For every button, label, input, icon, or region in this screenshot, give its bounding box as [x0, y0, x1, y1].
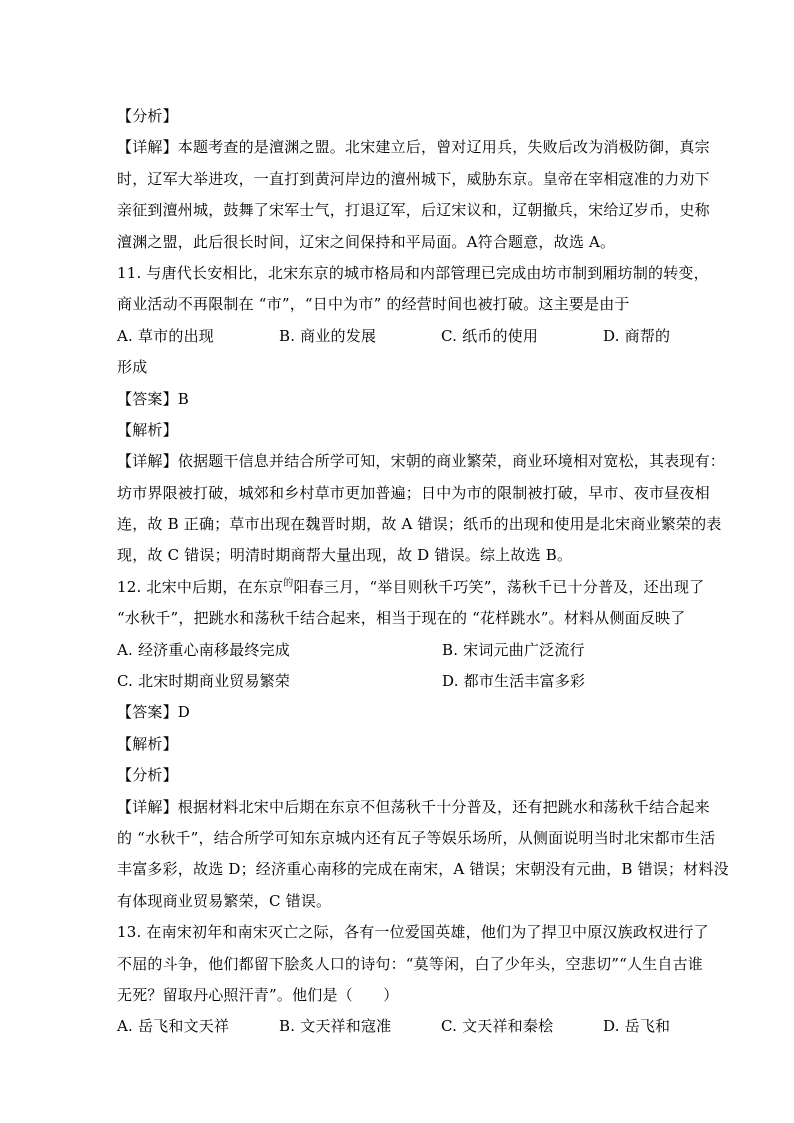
answer-label: 【答案】B: [117, 389, 190, 408]
question-12-stem-superscript: 的: [283, 577, 294, 589]
detail-line: 的 “水秋千”，结合所学可知东京城内还有瓦子等娱乐场所，从侧面说明当时北宋都市生活: [117, 828, 716, 847]
question-12-stem: “水秋千”，把跳水和荡秋千结合起来，相当于现在的 “花样跳水”。材料从侧面反映了: [117, 609, 686, 628]
detail-line: 连，故 B 正确；草市出现在魏晋时期，故 A 错误；纸币的出现和使用是北宋商业繁荣的表: [117, 515, 722, 534]
detail-line: 时，辽军大举进攻，一直打到黄河岸边的澶州城下，威胁东京。皇帝在宰相寇准的力劝下: [117, 169, 710, 188]
option-d-wrap: 形成: [117, 358, 148, 377]
option-b: B. 文天祥和寇准: [279, 1017, 392, 1036]
option-a: A. 草市的出现: [117, 326, 214, 345]
question-12-options-row1: [117, 635, 683, 666]
detail-line: 【详解】依据题干信息并结合所学可知，宋朝的商业繁荣，商业环境相对宽松，其表现有：: [117, 452, 726, 471]
question-12-options-row2: [117, 666, 683, 697]
question-13-stem: 无死？留取丹心照汗青”。他们是（ ）: [117, 985, 399, 1004]
answer-label: 【答案】D: [117, 703, 191, 722]
option-d: D. 岳飞和: [603, 1017, 671, 1036]
option-b: B. 宋词元曲广泛流行: [442, 640, 585, 659]
question-13-stem: 13. 在南宋初年和南宋灭亡之际，各有一位爱国英雄，他们为了捍卫中原汉族政权进行了: [117, 923, 709, 942]
question-11-stem: 商业活动不再限制在 “市”，“日中为市” 的经营时间也被打破。这主要是由于: [117, 295, 630, 314]
question-12-stem-part: 12. 北宋中后期，在东京: [117, 577, 284, 596]
analysis-tag: 【解析】: [117, 734, 178, 753]
detail-line: 亲征到澶州城，鼓舞了宋军士气，打退辽军，后辽宋议和，辽朝撤兵，宋给辽岁币，史称: [117, 201, 710, 220]
option-d: D. 都市生活丰富多彩: [442, 672, 586, 691]
detail-line: 【详解】本题考查的是澶渊之盟。北宋建立后，曾对辽用兵，失败后改为消极防御，真宗: [117, 138, 710, 157]
question-11-stem: 11. 与唐代长安相比，北宋东京的城市格局和内部管理已完成由坊市制到厢坊制的转变，: [117, 263, 709, 282]
question-12-stem: [117, 572, 705, 603]
detail-line: 有体现商业贸易繁荣，C 错误。: [117, 891, 332, 910]
analysis-tag: 【分析】: [117, 107, 178, 125]
question-13-stem: 不屈的斗争，他们都留下脍炙人口的诗句：“莫等闲，白了少年头，空悲切”“人生自古谁: [117, 954, 704, 973]
question-13-options: [117, 1011, 683, 1042]
option-a: A. 经济重心南移最终完成: [117, 640, 290, 659]
option-c: C. 纸币的使用: [441, 326, 539, 345]
detail-line: 现，故 C 错误；明清时期商帮大量出现，故 D 错误。综上故选 B。: [117, 546, 573, 565]
detail-line: 澶渊之盟，此后很长时间，辽宋之间保持和平局面。A符合题意，故选 A。: [117, 232, 616, 251]
detail-line: 【详解】根据材料北宋中后期在东京不但荡秋千十分普及，还有把跳水和荡秋千结合起来: [117, 797, 710, 816]
option-b: B. 商业的发展: [279, 326, 377, 345]
option-c: C. 北宋时期商业贸易繁荣: [117, 672, 291, 691]
detail-line: 丰富多彩，故选 D；经济重心南移的完成在南宋，A 错误；宋朝没有元曲，B 错误；材料没: [117, 860, 729, 879]
option-a: A. 岳飞和文天祥: [117, 1017, 230, 1036]
question-11-options: [117, 321, 683, 352]
page-content: [117, 101, 729, 1043]
question-12-stem-part: 阳春三月，“举目则秋千巧笑”，荡秋千已十分普及，还出现了: [293, 577, 705, 596]
option-c: C. 文天祥和秦桧: [441, 1017, 554, 1036]
analysis-subtag: 【分析】: [117, 766, 178, 785]
detail-line: 坊市界限被打破，城郊和乡村草市更加普遍；日中为市的限制被打破，早市、夜市昼夜相: [117, 483, 710, 502]
option-d: D. 商帮的: [603, 326, 671, 345]
analysis-tag: 【解析】: [117, 420, 178, 439]
